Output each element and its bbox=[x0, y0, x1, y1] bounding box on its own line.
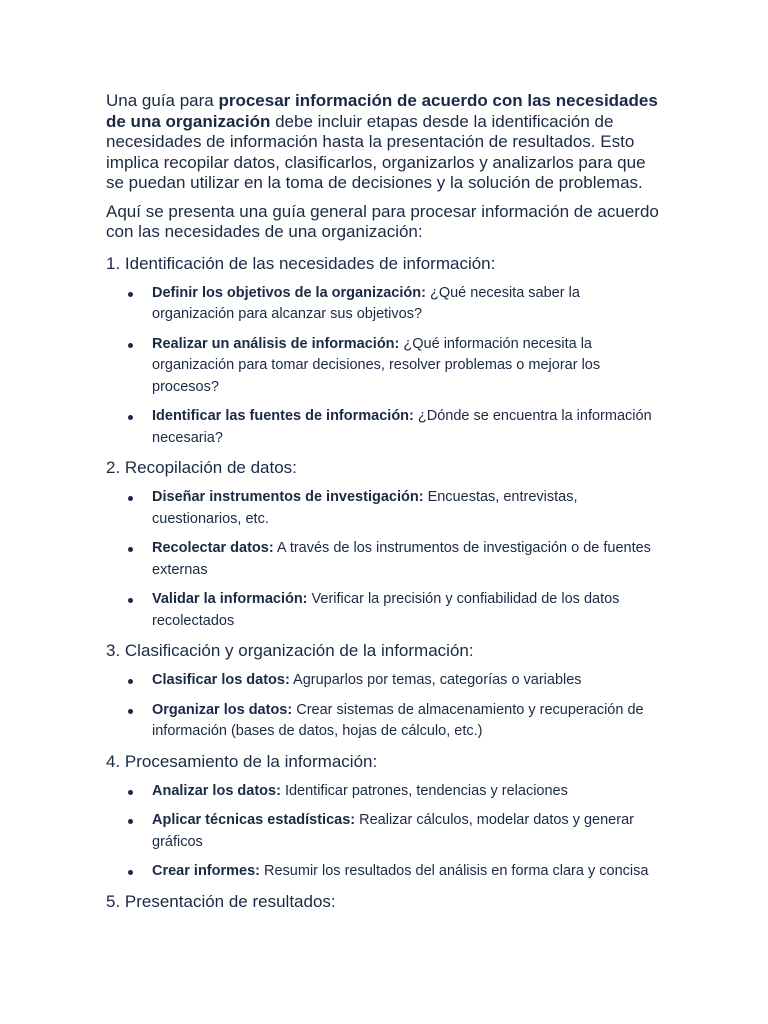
intro-prefix: Una guía para bbox=[106, 91, 219, 110]
bullet-item bbox=[106, 283, 666, 326]
bullet-text: ¿Qué necesita saber la organización para alcanzar sus objetivos? bbox=[152, 284, 580, 322]
section bbox=[106, 457, 666, 632]
section-heading: 5. Presentación de resultados: bbox=[106, 891, 336, 911]
bullet-dot-icon bbox=[128, 679, 133, 684]
bullet-term: Validar la información: bbox=[152, 591, 308, 607]
document-page bbox=[106, 91, 666, 921]
bullet-dot-icon bbox=[128, 547, 133, 552]
bullet-term: Crear informes: bbox=[152, 863, 260, 879]
intro-suffix: debe incluir etapas desde la identificación de necesidades de información hasta la presentación de resultados. Esto implica recopilar datos, clasificarlos, organizarlos y analizarlos para que se puedan utilizar en la toma de decisiones y la solución de problemas. bbox=[106, 111, 646, 192]
bullet-dot-icon bbox=[128, 415, 133, 420]
bullet-dot-icon bbox=[128, 598, 133, 603]
bullet-item bbox=[106, 487, 666, 530]
bullet-text: Resumir los resultados del análisis en forma clara y concisa bbox=[259, 863, 649, 879]
bullet-list bbox=[106, 670, 666, 743]
bullet-term: Aplicar técnicas estadísticas: bbox=[152, 812, 356, 828]
bullet-term: Realizar un análisis de información: bbox=[152, 335, 400, 352]
intro-bold-phrase: procesar información de acuerdo con las necesidades de una organización bbox=[106, 91, 658, 131]
bullet-item bbox=[106, 670, 666, 692]
bullet-dot-icon bbox=[128, 496, 133, 501]
bullet-list bbox=[106, 283, 666, 450]
bullet-text: ¿Dónde se encuentra la información necesaria? bbox=[152, 408, 652, 446]
bullet-text: Realizar cálculos, modelar datos y generar gráficos bbox=[152, 812, 634, 850]
bullet-list bbox=[106, 781, 666, 883]
bullet-item bbox=[106, 810, 666, 853]
bullet-text: Agruparlos por temas, categorías o variables bbox=[289, 672, 582, 688]
bullet-item bbox=[106, 861, 666, 883]
bullet-item bbox=[106, 700, 666, 743]
bullet-text: Encuestas, entrevistas, cuestionarios, etc. bbox=[152, 489, 578, 527]
section-heading: 1. Identificación de las necesidades de información: bbox=[106, 253, 496, 273]
bullet-dot-icon bbox=[128, 343, 133, 348]
section-heading: 3. Clasificación y organización de la información: bbox=[106, 641, 474, 660]
bullet-list bbox=[106, 487, 666, 632]
bullet-dot-icon bbox=[128, 819, 133, 824]
section bbox=[106, 253, 666, 450]
bullet-item bbox=[106, 781, 666, 803]
bullet-dot-icon bbox=[128, 870, 133, 875]
bullet-term: Recolectar datos: bbox=[152, 540, 274, 556]
bullet-term: Definir los objetivos de la organización: bbox=[152, 284, 426, 301]
bullet-item bbox=[106, 589, 666, 632]
intro-paragraph bbox=[106, 91, 666, 194]
bullet-term: Analizar los datos: bbox=[152, 782, 281, 799]
bullet-dot-icon bbox=[128, 709, 133, 714]
bullet-term: Clasificar los datos: bbox=[152, 672, 290, 688]
section-heading: 2. Recopilación de datos: bbox=[106, 458, 297, 477]
section bbox=[106, 640, 666, 743]
bullet-term: Diseñar instrumentos de investigación: bbox=[152, 489, 424, 505]
bullet-text: A través de los instrumentos de investigación o de fuentes externas bbox=[152, 540, 651, 578]
bullet-item bbox=[106, 334, 666, 399]
bullet-term: Organizar los datos: bbox=[152, 701, 293, 718]
bullet-text: Identificar patrones, tendencias y relaciones bbox=[280, 782, 568, 799]
lead-paragraph: Aquí se presenta una guía general para procesar información de acuerdo con las necesidades de una organización: bbox=[106, 201, 659, 241]
bullet-text: ¿Qué información necesita la organización para tomar decisiones, resolver problemas o mejorar los procesos? bbox=[152, 335, 601, 395]
bullet-text: Crear sistemas de almacenamiento y recuperación de información (bases de datos, hojas de cálculo, etc.) bbox=[152, 701, 644, 739]
bullet-dot-icon bbox=[128, 790, 133, 795]
bullet-text: Verificar la precisión y confiabilidad de los datos recolectados bbox=[152, 591, 620, 629]
section bbox=[106, 751, 666, 883]
bullet-dot-icon bbox=[128, 292, 133, 297]
bullet-item bbox=[106, 538, 666, 581]
sections-container bbox=[106, 253, 666, 913]
bullet-term: Identificar las fuentes de información: bbox=[152, 408, 414, 424]
section bbox=[106, 891, 666, 913]
bullet-item bbox=[106, 406, 666, 449]
section-heading: 4. Procesamiento de la información: bbox=[106, 751, 378, 771]
